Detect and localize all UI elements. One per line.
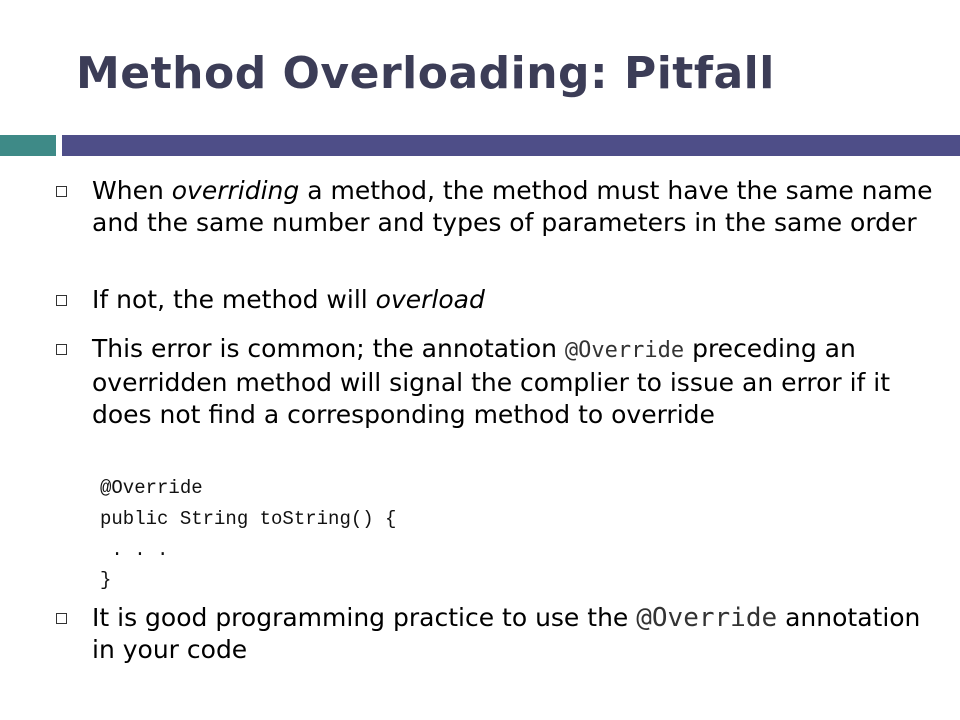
override-annotation-inline: @Override xyxy=(636,603,778,633)
bullet-good-practice: It is good programming practice to use the @Override annotation in your code xyxy=(56,602,936,666)
code-line: public String toString() { xyxy=(100,508,397,530)
emphasis-overload: overload xyxy=(375,285,485,314)
code-line: } xyxy=(100,569,112,591)
code-line: @Override xyxy=(100,477,203,499)
hollow-square-bullet-icon xyxy=(56,186,67,197)
hollow-square-bullet-icon xyxy=(56,344,67,355)
override-annotation-inline: @Override xyxy=(564,338,685,363)
code-line: . . . xyxy=(100,539,169,561)
slide-title: Method Overloading: Pitfall xyxy=(76,48,775,99)
emphasis-overriding: overriding xyxy=(171,176,300,205)
bullet-overriding: When overriding a method, the method must have the same name and the same number and types of parameters in the same order xyxy=(56,175,936,239)
bullet-annotation: This error is common; the annotation @Override preceding an overridden method will signal the complier to issue an error if it does not find a corresponding method to override xyxy=(56,333,936,431)
bullet-overload: If not, the method will overload xyxy=(56,284,936,316)
hollow-square-bullet-icon xyxy=(56,613,67,624)
hollow-square-bullet-icon xyxy=(56,295,67,306)
